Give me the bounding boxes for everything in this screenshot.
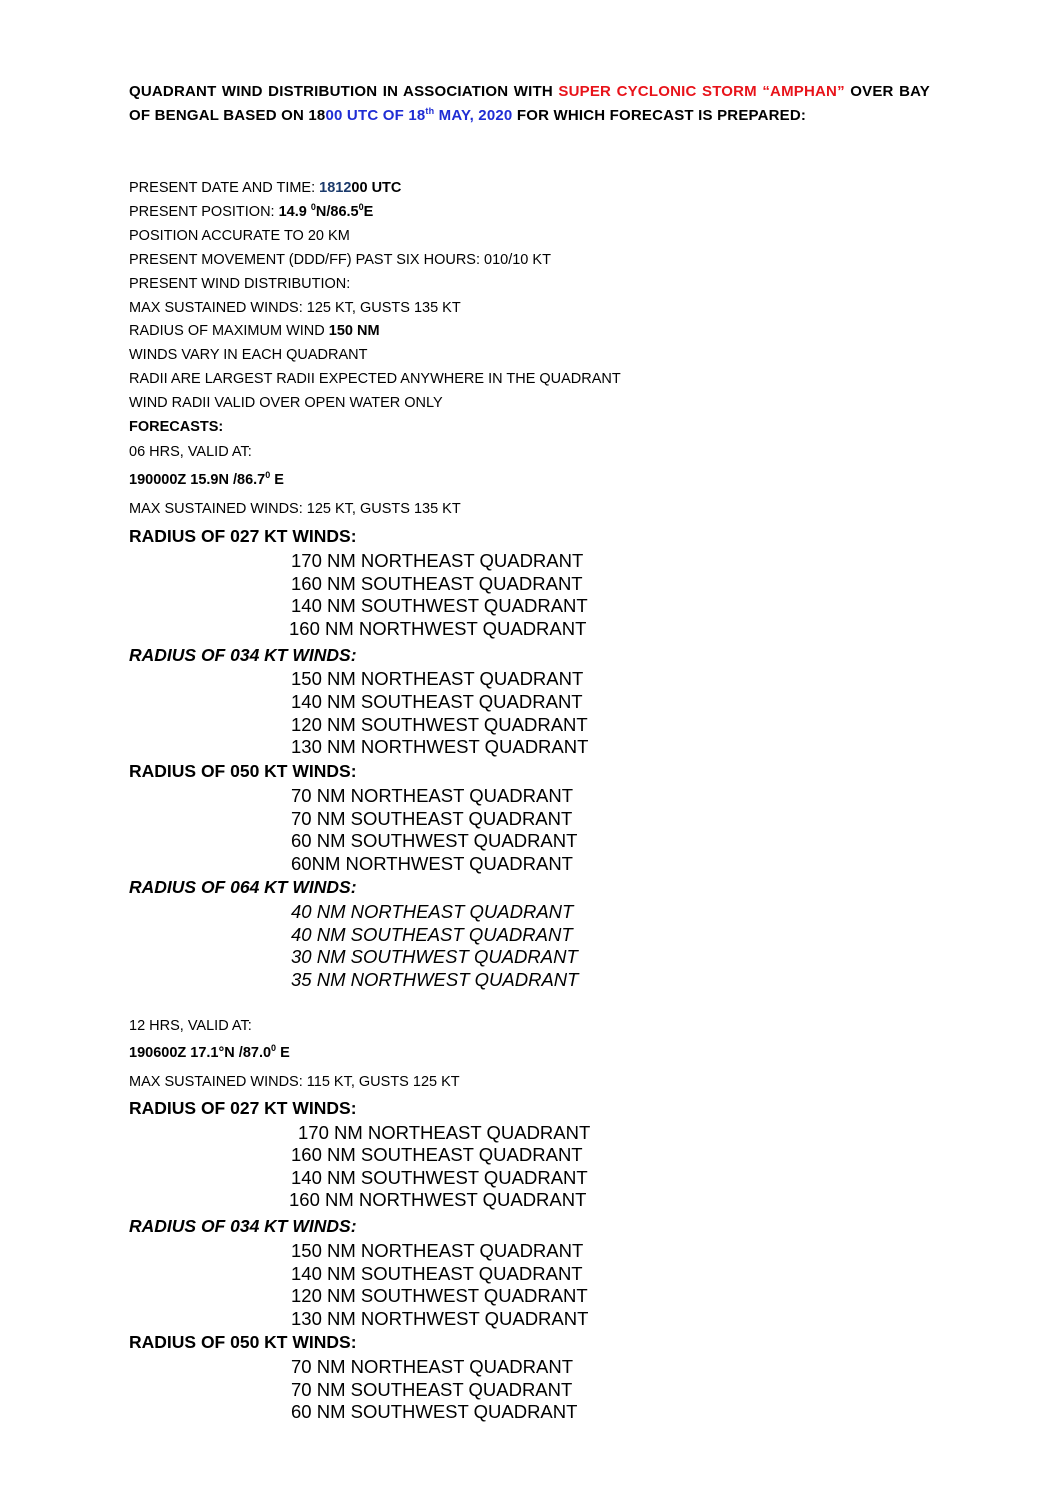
f06-valid: 06 HRS, VALID AT: — [129, 444, 252, 460]
f12-r034-ne: 150 NM NORTHEAST QUADRANT — [291, 1240, 584, 1261]
f12-r027-se: 160 NM SOUTHEAST QUADRANT — [291, 1144, 583, 1165]
position-accuracy: POSITION ACCURATE TO 20 KM — [129, 228, 350, 244]
f06-r034-ne: 150 NM NORTHEAST QUADRANT — [291, 668, 584, 689]
f06-position: 190000Z 15.9N /86.7$^0$ E — [129, 470, 284, 488]
winds-vary: WINDS VARY IN EACH QUADRANT — [129, 347, 368, 363]
f06-r050-nw: 60NM NORTHWEST QUADRANT — [291, 853, 573, 874]
f06-r027-ne: 170 NM NORTHEAST QUADRANT — [291, 550, 584, 571]
document-heading — [129, 80, 930, 128]
f06-r050-heading: RADIUS OF 050 KT WINDS: — [129, 761, 357, 781]
f12-r034-se: 140 NM SOUTHEAST QUADRANT — [291, 1263, 583, 1284]
f06-r064-sw: 30 NM SOUTHWEST QUADRANT — [291, 946, 578, 967]
f06-r027-nw: 160 NM NORTHWEST QUADRANT — [289, 618, 587, 639]
heading-text-3: FOR WHICH FORECAST IS PREPARED: — [512, 107, 807, 124]
f06-r064-heading: RADIUS OF 064 KT WINDS: — [129, 877, 357, 897]
f12-r050-heading: RADIUS OF 050 KT WINDS: — [129, 1332, 357, 1352]
f06-r027-se: 160 NM SOUTHEAST QUADRANT — [291, 573, 583, 594]
storm-name: SUPER CYCLONIC STORM “AMPHAN” — [558, 83, 845, 100]
radii-largest: RADII ARE LARGEST RADII EXPECTED ANYWHERE IN THE QUADRANT — [129, 371, 621, 387]
f06-max-winds: MAX SUSTAINED WINDS: 125 KT, GUSTS 135 KT — [129, 501, 461, 517]
f06-r034-heading: RADIUS OF 034 KT WINDS: — [129, 645, 357, 665]
f06-r034-nw: 130 NM NORTHWEST QUADRANT — [291, 736, 589, 757]
present-max-winds: MAX SUSTAINED WINDS: 125 KT, GUSTS 135 KT — [129, 300, 461, 316]
f06-r050-sw: 60 NM SOUTHWEST QUADRANT — [291, 830, 578, 851]
radii-valid: WIND RADII VALID OVER OPEN WATER ONLY — [129, 395, 443, 411]
f12-r034-nw: 130 NM NORTHWEST QUADRANT — [291, 1308, 589, 1329]
f06-r050-ne: 70 NM NORTHEAST QUADRANT — [291, 785, 573, 806]
f12-position: 190600Z 17.1°N /87.0$^0$ E — [129, 1043, 290, 1061]
f06-r064-se: 40 NM SOUTHEAST QUADRANT — [291, 924, 573, 945]
forecasts-label: FORECASTS: — [129, 419, 224, 435]
heading-text-2: OVER BAY OF BENGAL BASED ON 18 — [129, 83, 930, 124]
radius-max-wind: RADIUS OF MAXIMUM WIND 150 NM — [129, 323, 380, 339]
f06-r027-heading: RADIUS OF 027 KT WINDS: — [129, 526, 357, 546]
present-wind-distribution: PRESENT WIND DISTRIBUTION: — [129, 276, 351, 292]
present-movement: PRESENT MOVEMENT (DDD/FF) PAST SIX HOURS: 010/10 KT — [129, 252, 551, 268]
f12-max-winds: MAX SUSTAINED WINDS: 115 KT, GUSTS 125 KT — [129, 1074, 460, 1090]
f12-r050-ne: 70 NM NORTHEAST QUADRANT — [291, 1356, 573, 1377]
f06-r034-se: 140 NM SOUTHEAST QUADRANT — [291, 691, 583, 712]
f06-r064-nw: 35 NM NORTHWEST QUADRANT — [291, 969, 579, 990]
f12-r050-se: 70 NM SOUTHEAST QUADRANT — [291, 1379, 573, 1400]
present-datetime: PRESENT DATE AND TIME: 181200 UTC — [129, 180, 402, 196]
f12-r027-heading: RADIUS OF 027 KT WINDS: — [129, 1098, 357, 1118]
f12-r034-heading: RADIUS OF 034 KT WINDS: — [129, 1216, 357, 1236]
f12-r027-sw: 140 NM SOUTHWEST QUADRANT — [291, 1167, 588, 1188]
f12-r050-sw: 60 NM SOUTHWEST QUADRANT — [291, 1401, 578, 1422]
present-position: PRESENT POSITION: 14.9 $^0$N/86.5$^0$E — [129, 202, 374, 220]
f12-valid: 12 HRS, VALID AT: — [129, 1018, 252, 1034]
heading-text: QUADRANT WIND DISTRIBUTION IN ASSOCIATION WITH — [129, 83, 559, 100]
f12-r034-sw: 120 NM SOUTHWEST QUADRANT — [291, 1285, 588, 1306]
f06-r027-sw: 140 NM SOUTHWEST QUADRANT — [291, 595, 588, 616]
heading-time: 00 UTC OF 18th MAY, 2020 — [325, 106, 513, 124]
f06-r034-sw: 120 NM SOUTHWEST QUADRANT — [291, 714, 588, 735]
f06-r050-se: 70 NM SOUTHEAST QUADRANT — [291, 808, 573, 829]
f06-r064-ne: 40 NM NORTHEAST QUADRANT — [291, 901, 574, 922]
f12-r027-ne: 170 NM NORTHEAST QUADRANT — [298, 1122, 591, 1143]
f12-r027-nw: 160 NM NORTHWEST QUADRANT — [289, 1189, 587, 1210]
